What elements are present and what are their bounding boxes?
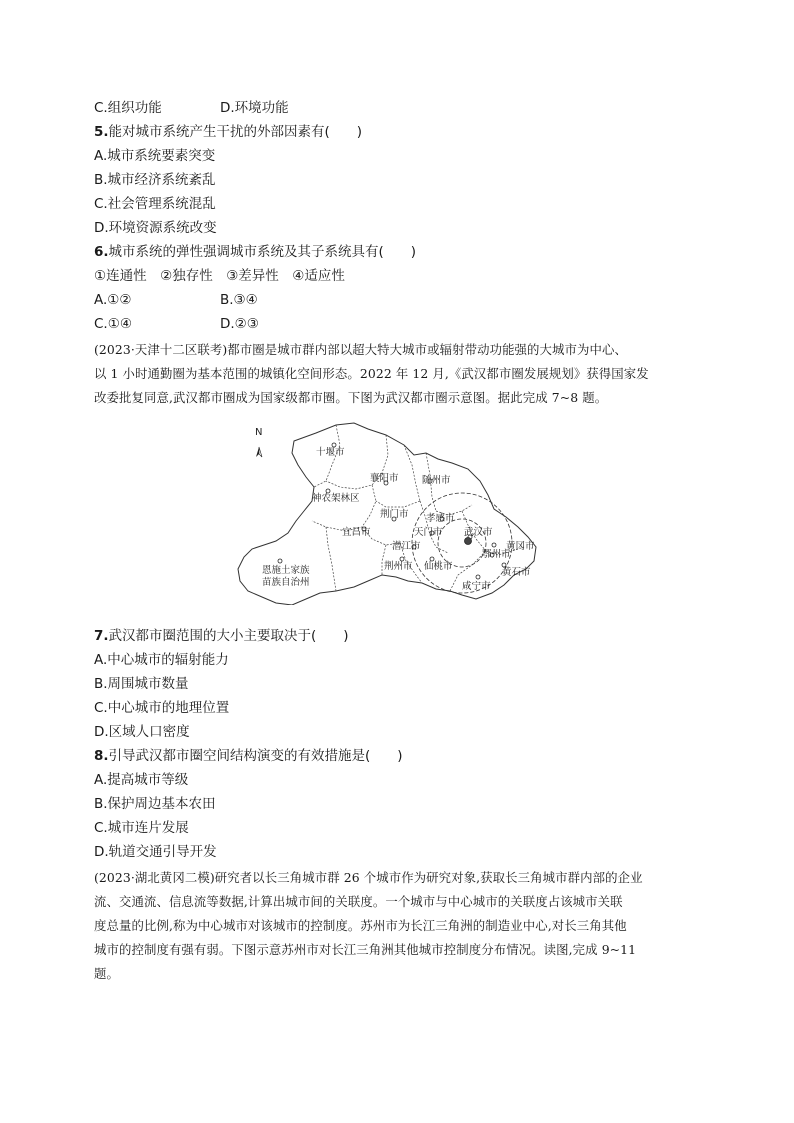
north-label: N (255, 427, 263, 438)
label-tianmen: 天门市 (414, 527, 443, 538)
q7-option-a: A.中心城市的辐射能力 (94, 652, 229, 668)
label-xianning: 咸宁市 (462, 581, 491, 592)
q6-items: ①连通性 ②独存性 ③差异性 ④适应性 (94, 268, 345, 284)
north-arrow-icon (255, 427, 262, 457)
label-shennongjia: 神农架林区 (312, 493, 360, 504)
label-huangshi: 黄石市 (502, 567, 531, 578)
q7-option-d: D.区域人口密度 (94, 724, 190, 740)
commute-circles (412, 493, 512, 593)
q8-option-a: A.提高城市等级 (94, 772, 189, 788)
label-xiangyang: 襄阳市 (370, 473, 399, 484)
q5-option-b: B.城市经济系统紊乱 (94, 172, 216, 188)
q5-option-d: D.环境资源系统改变 (94, 220, 217, 236)
q4-option-c: C.组织功能 (94, 100, 162, 116)
q8-option-c: C.城市连片发展 (94, 820, 189, 836)
q7-option-b: B.周围城市数量 (94, 676, 189, 692)
q5-option-a: A.城市系统要素突变 (94, 148, 216, 164)
q7-number: 7. (94, 628, 109, 644)
passage-suzhou-line-1: (2023·湖北黄冈二模)研究者以长三角城市群 26 个城市作为研究对象,获取长三角城市群内部的企业 (94, 870, 643, 885)
label-enshi-1: 恩施土家族 (262, 565, 310, 576)
q7-stem: 武汉都市圈范围的大小主要取决于( ) (108, 628, 349, 644)
passage-suzhou-line-3: 度总量的比例,称为中心城市对该城市的控制度。苏州市为长江三角洲的制造业中心,对长三角其他 (94, 918, 627, 933)
q7-stem-line (94, 626, 349, 646)
passage-suzhou-line-4: 城市的控制度有强有弱。下图示意苏州市对长江三角洲其他城市控制度分布情况。读图,完成 9~11 (94, 942, 637, 957)
q6-option-d: D.②③ (220, 316, 259, 332)
wuhan-metro-map (236, 415, 556, 605)
label-ezhou: 鄂州市 (482, 549, 511, 560)
q8-stem-line (94, 746, 403, 766)
q8-option-b: B.保护周边基本农田 (94, 796, 216, 812)
label-shiyan: 十堰市 (316, 447, 345, 458)
q5-option-c: C.社会管理系统混乱 (94, 196, 216, 212)
q6-option-c: C.①④ (94, 316, 132, 332)
q5-stem: 能对城市系统产生干扰的外部因素有( ) (108, 124, 363, 140)
passage-wuhan-line-1: (2023·天津十二区联考)都市圈是城市群内部以超大特大城市或辐射带动功能强的大城市为中心、 (94, 342, 627, 357)
passage-wuhan-line-2: 以 1 小时通勤圈为基本范围的城镇化空间形态。2022 年 12 月,《武汉都市圈发展规划》获得国家发 (94, 366, 649, 381)
passage-wuhan (94, 338, 710, 410)
q6-option-a: A.①② (94, 292, 132, 308)
q8-number: 8. (94, 748, 109, 764)
q5-stem-line (94, 122, 362, 142)
label-wuhan: 武汉市 (464, 527, 493, 538)
q6-number: 6. (94, 244, 109, 260)
q5-number: 5. (94, 124, 109, 140)
label-jingmen: 荆门市 (380, 509, 409, 520)
label-huanggang: 黄冈市 (506, 541, 535, 552)
passage-suzhou-line-5: 题。 (94, 966, 119, 981)
q4-option-d: D.环境功能 (220, 100, 289, 116)
label-xiantao: 仙桃市 (424, 561, 453, 572)
passage-suzhou (94, 866, 710, 986)
q8-option-d: D.轨道交通引导开发 (94, 844, 217, 860)
q7-option-c: C.中心城市的地理位置 (94, 700, 230, 716)
q6-option-b: B.③④ (220, 292, 258, 308)
label-enshi-2: 苗族自治州 (262, 577, 310, 588)
passage-suzhou-line-2: 流、交通流、信息流等数据,计算出城市间的关联度。一个城市与中心城市的关联度占该城市关联 (94, 894, 623, 909)
label-jingzhou: 荆州市 (384, 561, 413, 572)
label-xiaogan: 孝感市 (426, 513, 455, 524)
q8-stem: 引导武汉都市圈空间结构演变的有效措施是( ) (108, 748, 403, 764)
label-suizhou: 随州市 (422, 475, 451, 486)
label-qianjiang: 潜江市 (392, 541, 421, 552)
q6-stem-line (94, 242, 416, 262)
passage-wuhan-line-3: 改委批复同意,武汉都市圈成为国家级都市圈。下图为武汉都市圈示意图。据此完成 7~8 题。 (94, 390, 608, 405)
q6-stem: 城市系统的弹性强调城市系统及其子系统具有( ) (108, 244, 417, 260)
label-yichang: 宜昌市 (342, 527, 371, 538)
